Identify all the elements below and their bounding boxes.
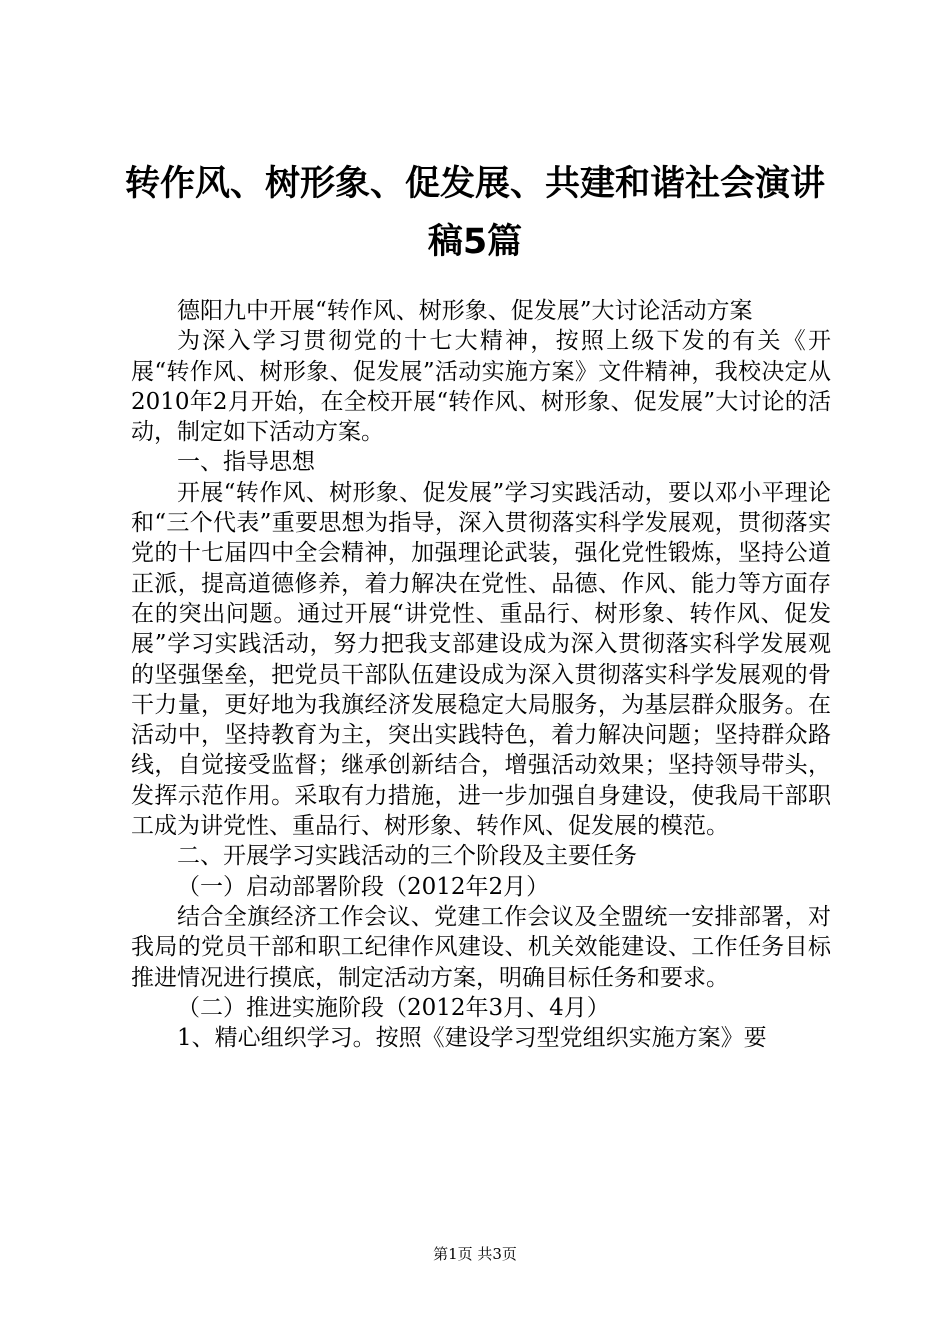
paragraph-intro: 为深入学习贯彻党的十七大精神，按照上级下发的有关《开展“转作风、树形象、促发展”活动实施方案》文件精神，我校决定从2010年2月开始，在全校开展“转作风、树形象、促发展”大讨论的活动，制定如下活动方案。 [131,328,831,446]
paragraph-guiding-thought: 开展“转作风、树形象、促发展”学习实践活动，要以邓小平理论和“三个代表”重要思想为指导，深入贯彻落实科学发展观，贯彻落实党的十七届四中全会精神，加强理论武装，强化党性锻炼，坚持公道正派，提高道德修养，着力解决在党性、品德、作风、能力等方面存在的突出问题。通过开展“讲党性、重品行、树形象、转作风、促发展”学习实践活动，努力把我支部建设成为深入贯彻落实科学发展观的坚强堡垒，把党员干部队伍建设成为深入贯彻落实科学发展观的骨干力量，更好地为我旗经济发展稳定大局服务，为基层群众服务。在活动中，坚持教育为主，突出实践特色，着力解决问题；坚持群众路线，自觉接受监督；继承创新结合，增强活动效果；坚持领导带头，发挥示范作用。采取有力措施，进一步加强自身建设，使我局干部职工成为讲党性、重品行、树形象、转作风、促发展的模范。 [131,479,831,840]
subheading-stage-1: （一）启动部署阶段（2012年2月） [177,873,550,900]
heading-guiding-thought: 一、指导思想 [177,449,315,476]
document-title-line-2: 稿5篇 [427,222,523,262]
subheading-stage-2: （二）推进实施阶段（2012年3月、4月） [177,994,610,1021]
paragraph-stage-1: 结合全旗经济工作会议、党建工作会议及全盟统一安排部署，对我局的党员干部和职工纪律作风建设、机关效能建设、工作任务目标推进情况进行摸底，制定活动方案，明确目标任务和要求。 [131,903,831,991]
page-number-footer: 第1页 共3页 [433,1245,517,1263]
paragraph-subtitle: 德阳九中开展“转作风、树形象、促发展”大讨论活动方案 [177,298,753,324]
paragraph-stage-2-item-1: 1、精心组织学习。按照《建设学习型党组织实施方案》要 [177,1025,767,1052]
document-title-line-1: 转作风、树形象、促发展、共建和谐社会演讲 [124,164,825,204]
document-body [131,296,831,1053]
heading-three-stages: 二、开展学习实践活动的三个阶段及主要任务 [177,843,637,870]
